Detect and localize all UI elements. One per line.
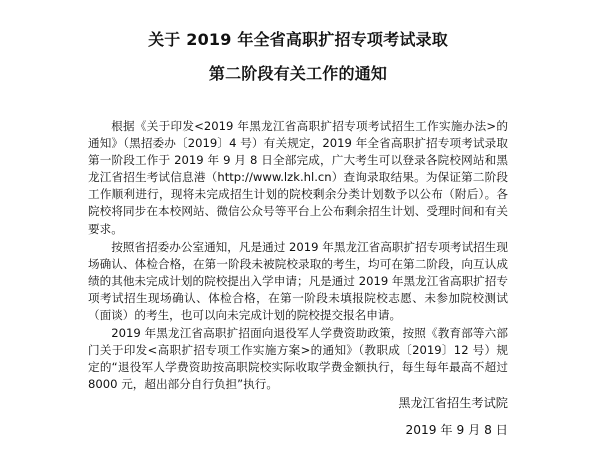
document-title-line-2: 第二阶段有关工作的通知 xyxy=(208,64,388,83)
document-title-line-1: 关于 2019 年全省高职扩招专项考试录取 xyxy=(148,30,448,49)
body-paragraph-2: 按照省招委办公室通知，凡是通过 2019 年黑龙江省高职扩招专项考试招生现场确认、体检合格，在第一阶段未被院校录取的考生，均可在第二阶段，向互认成绩的其他未完成计划的院校提出入学申请；凡是通过 2019 年黑龙江省高职扩招专项考试招生现场确认、体检合格，在第一阶段未填报院校志愿、未参加院校测试（面谈）的考生，也可以向未完成计划的院校提交报名申请。 xyxy=(88,239,508,323)
issue-date: 2019 年 9 月 8 日 xyxy=(405,423,508,437)
body-paragraph-1: 根据《关于印发<2019 年黑龙江省高职扩招专项考试招生工作实施办法>的通知》（黑招委办〔2019〕4 号）有关规定，2019 年全省高职扩招专项考试录取第一阶段工作于 2019 年 9 月 8 日全部完成，广大考生可以登录各院校网站和黑龙江省招生考试信息港（http://www.lzk.hl.cn）查询录取结果。为保证第二阶段工作顺利进行，现将未完成招生计划的院校剩余分类计划数予以公布（附后）。各院校将同步在本校网站、微信公众号等平台上公布剩余招生计划、受理时间和有关要求。 xyxy=(88,119,508,236)
body-paragraph-3: 2019 年黑龙江省高职扩招面向退役军人学费资助政策，按照《教育部等六部门关于印发<高职扩招专项工作实施方案>的通知》（教职成〔2019〕12 号）规定的“退役军人学费资助按高职院校实际收取学费金额执行，每生每年最高不超过 8000 元，超出部分自行负担”执行。 xyxy=(88,326,508,392)
issuing-organization: 黑龙江省招生考试院 xyxy=(398,396,508,410)
document-body xyxy=(88,118,508,394)
